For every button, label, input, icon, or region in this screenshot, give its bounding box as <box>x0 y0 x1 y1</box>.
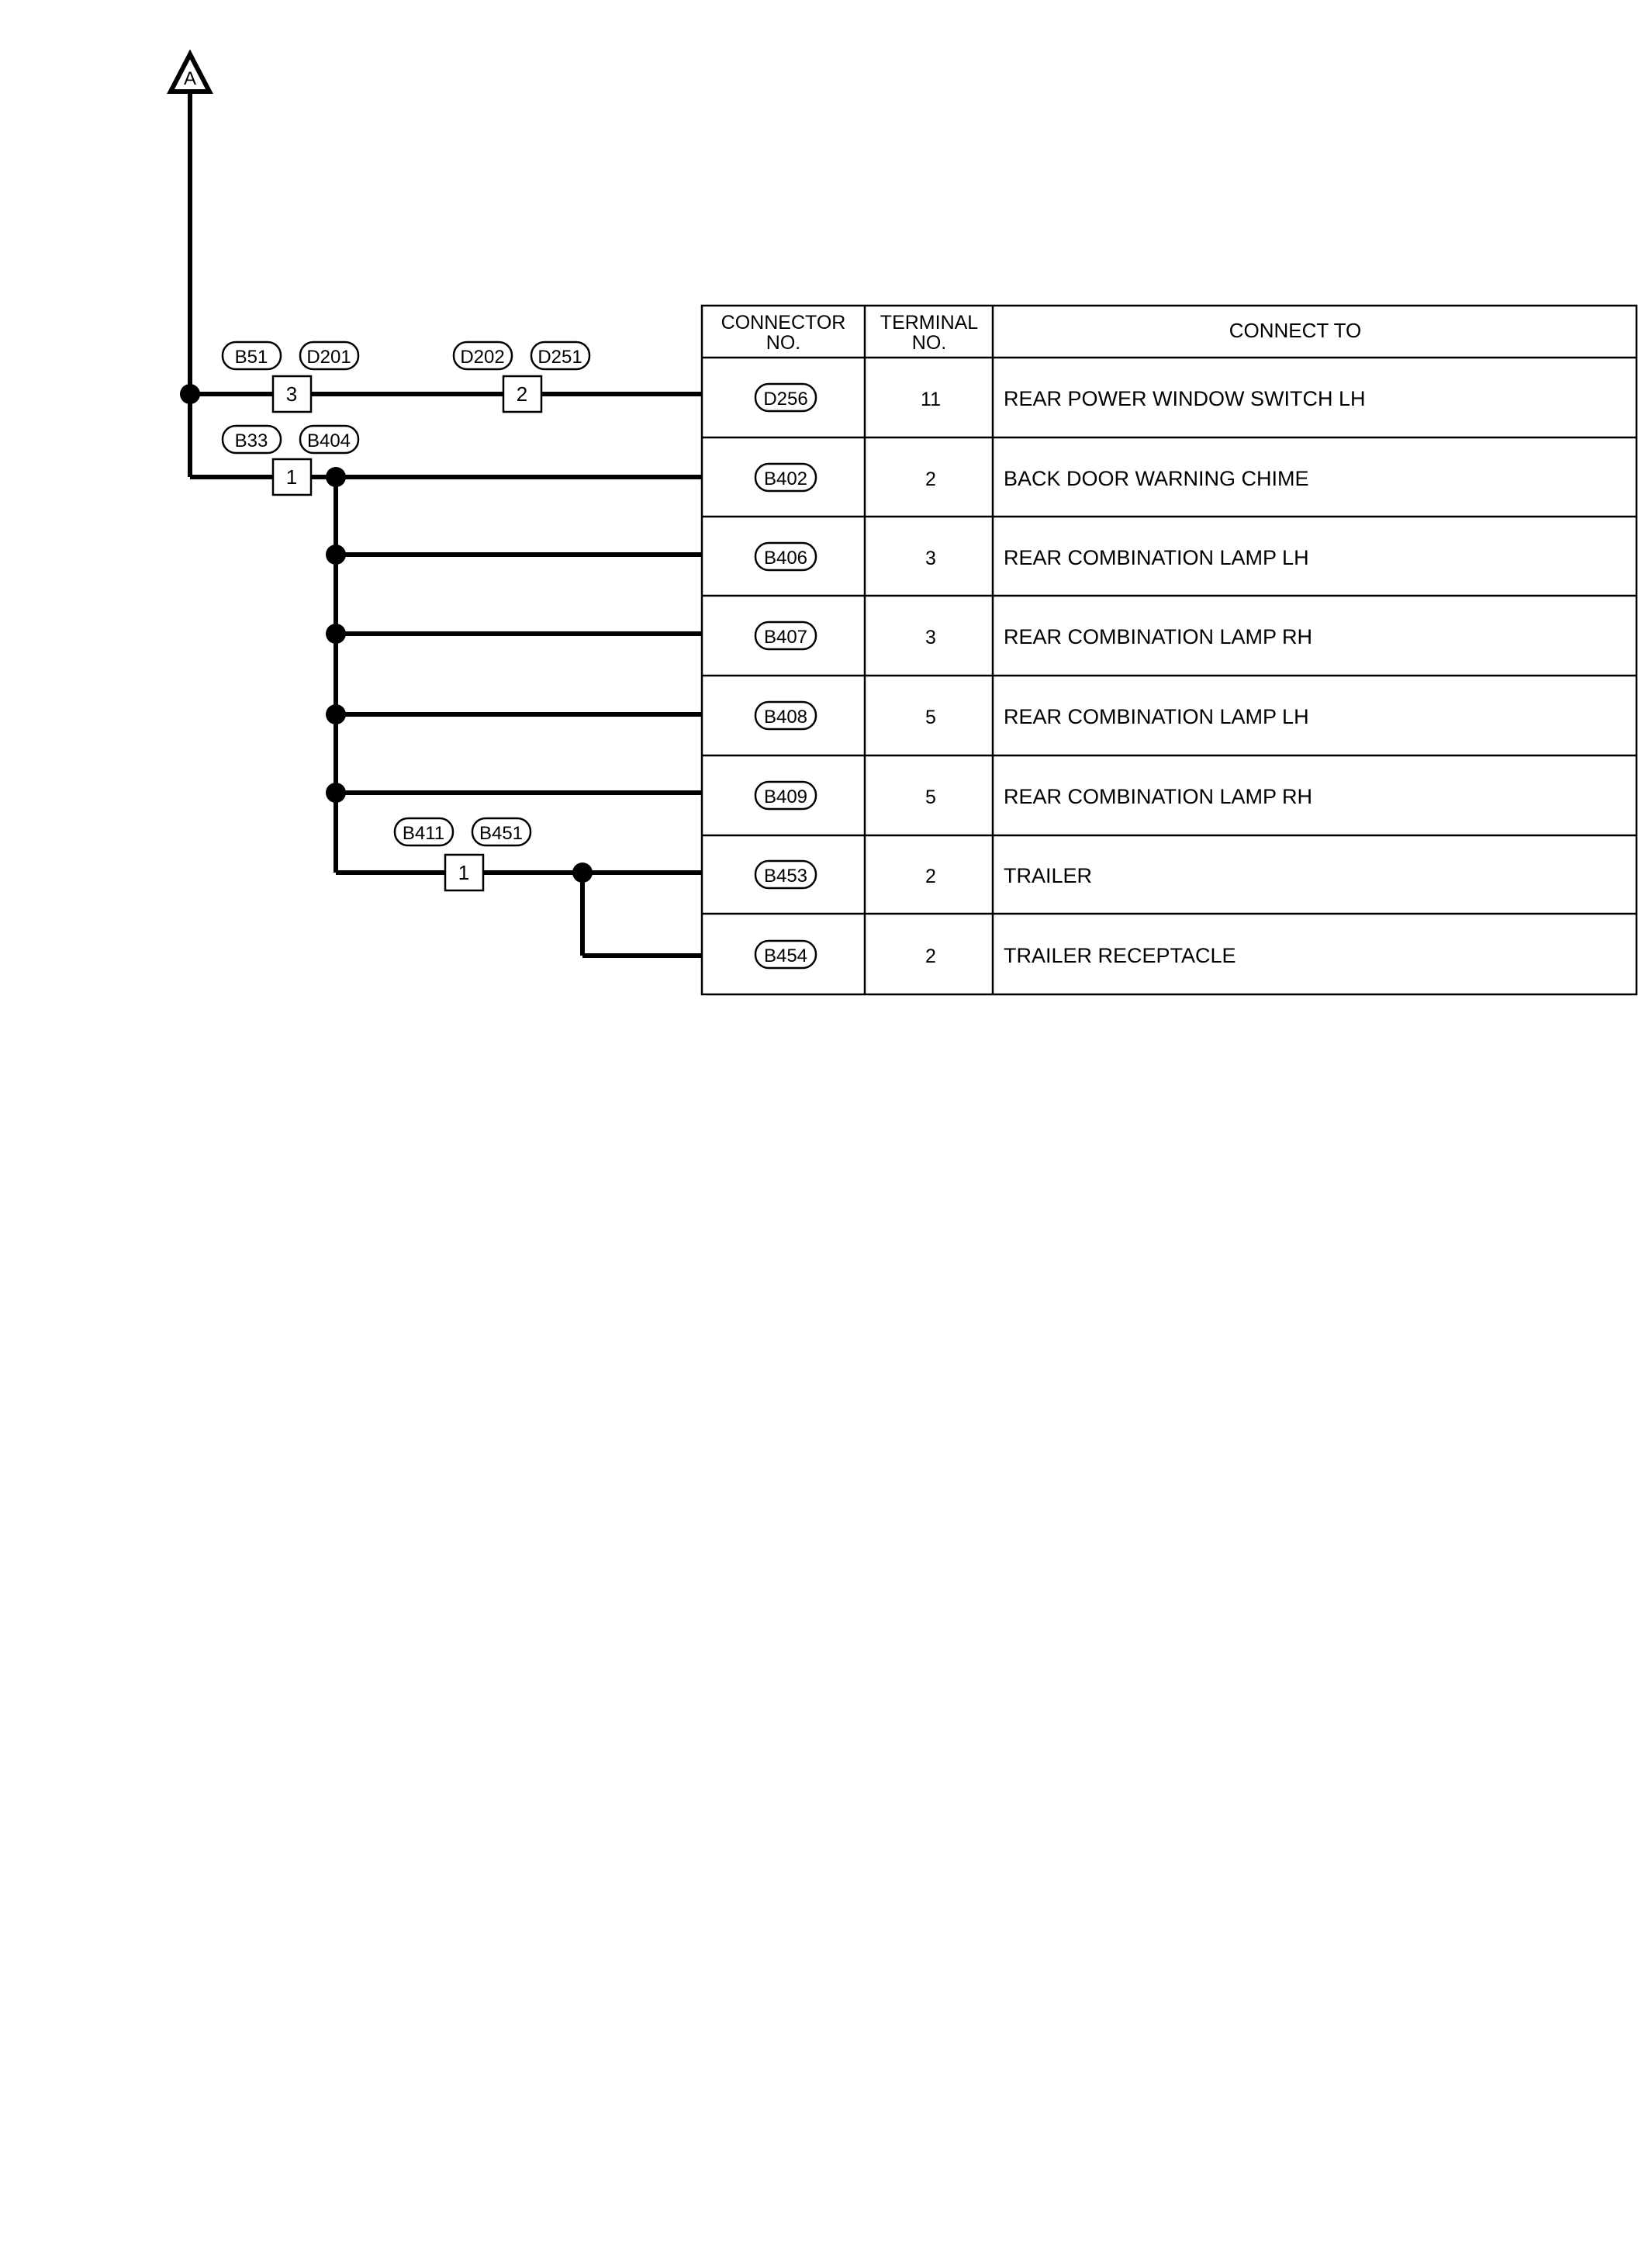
row-terminal: 2 <box>925 946 936 967</box>
junction-b411-b451 <box>395 818 531 890</box>
connector-label: D201 <box>306 347 351 368</box>
row-connect-to: REAR COMBINATION LAMP RH <box>1004 625 1313 648</box>
table-row <box>755 543 1309 570</box>
connector-label: B451 <box>479 823 524 844</box>
terminal-label: 2 <box>516 382 528 406</box>
row-connect-to: REAR COMBINATION LAMP LH <box>1004 546 1309 569</box>
header-terminal-line2: NO. <box>911 332 947 354</box>
connector-label: B404 <box>306 430 351 451</box>
row-terminal: 3 <box>925 627 936 648</box>
row-connector: B453 <box>763 866 808 887</box>
table-row <box>755 622 1312 649</box>
row-terminal: 5 <box>925 707 936 728</box>
terminal-label: 1 <box>458 861 470 884</box>
row-terminal: 2 <box>925 866 936 887</box>
connector-label: B51 <box>234 347 268 368</box>
header-connect-to: CONNECT TO <box>1229 319 1362 342</box>
signal-marker-label: A <box>183 68 197 89</box>
row-connect-to: REAR POWER WINDOW SWITCH LH <box>1004 387 1366 410</box>
row-terminal: 11 <box>921 389 941 410</box>
row-connect-to: REAR COMBINATION LAMP RH <box>1004 785 1313 808</box>
row-connector: B402 <box>763 468 808 489</box>
splice-dot-bus-1 <box>326 467 346 487</box>
row-connector: B408 <box>763 707 808 728</box>
connector-label: D202 <box>460 347 505 368</box>
row-terminal: 2 <box>925 468 936 490</box>
connector-table <box>702 306 1636 994</box>
table-row <box>755 464 1309 491</box>
row-connect-to: BACK DOOR WARNING CHIME <box>1004 467 1309 490</box>
terminal-label: 1 <box>285 465 298 489</box>
header-terminal-line1: TERMINAL <box>880 312 979 334</box>
row-connector: B407 <box>763 627 808 648</box>
table-row <box>755 861 1092 888</box>
row-connect-to: REAR COMBINATION LAMP LH <box>1004 705 1309 728</box>
connector-label: B411 <box>402 823 445 844</box>
row-connect-to: TRAILER <box>1004 864 1093 887</box>
connector-label: D251 <box>537 347 582 368</box>
connector-label: B33 <box>234 430 268 451</box>
terminal-label: 3 <box>285 382 298 406</box>
row-connector: D256 <box>763 389 808 410</box>
junction-d202-d251 <box>454 342 589 412</box>
header-connector-line1: CONNECTOR <box>721 312 846 334</box>
table-row <box>755 941 1236 968</box>
row-connect-to: TRAILER RECEPTACLE <box>1004 944 1236 967</box>
table-row <box>755 782 1312 809</box>
row-connector: B454 <box>763 946 808 966</box>
table-row <box>755 702 1309 729</box>
header-connector-line2: NO. <box>766 332 801 354</box>
row-connector: B406 <box>763 548 808 569</box>
row-connector: B409 <box>763 787 808 807</box>
row-terminal: 3 <box>925 548 936 569</box>
row-terminal: 5 <box>925 787 936 808</box>
junction-b51-d201 <box>223 342 358 412</box>
table-row <box>755 384 1366 411</box>
